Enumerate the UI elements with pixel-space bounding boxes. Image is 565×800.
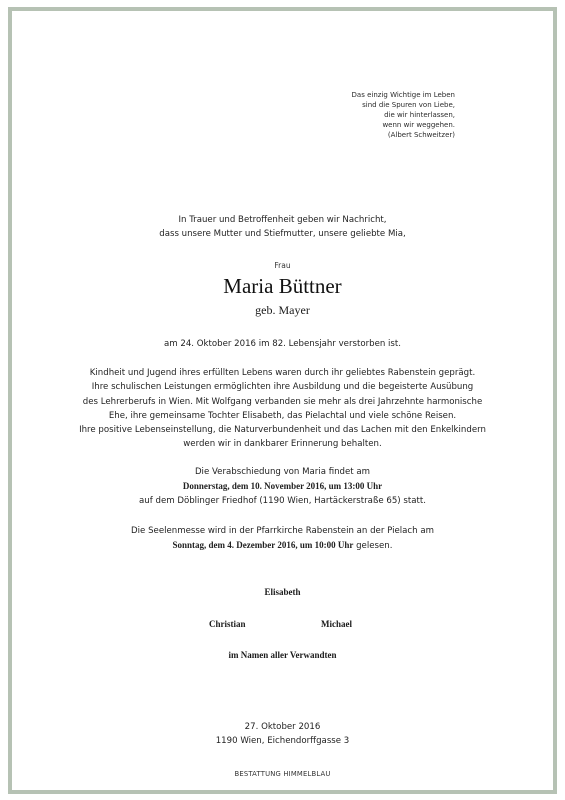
footer-date: 27. Oktober 2016 <box>244 722 321 732</box>
motto-quote <box>352 90 455 140</box>
motto-line: die wir hinterlassen, <box>384 111 455 119</box>
motto-line: wenn wir weggehen. <box>382 121 455 129</box>
farewell-location: auf dem Döblinger Friedhof (1190 Wien, Hartäckerstraße 65) statt. <box>139 495 426 506</box>
biography-line: Ehe, ihre gemeinsame Tochter Elisabeth, das Pielachtal und viele schöne Reisen. <box>108 410 457 421</box>
death-note-line: am 24. Oktober 2016 im 82. Lebensjahr verstorben ist. <box>163 339 402 349</box>
mass-date-line <box>0 538 565 553</box>
farewell-info <box>0 465 565 508</box>
footer-info <box>0 720 565 749</box>
intro-line: In Trauer und Betroffenheit geben wir Nachricht, <box>178 215 387 225</box>
farewell-date-time: Donnerstag, dem 10. November 2016, um 13:00 Uhr <box>182 481 383 492</box>
farewell-line: Die Verabschiedung von Maria findet am <box>194 467 371 477</box>
salutation: Frau <box>274 261 291 270</box>
biography-line: Ihre positive Lebenseinstellung, die Naturverbundenheit und das Lachen mit den Enkelkindern <box>79 425 486 436</box>
biography-text <box>0 366 565 452</box>
biography-line: Ihre schulischen Leistungen ermöglichten ihre Ausbildung und die begeisterte Ausübung <box>91 382 474 393</box>
deceased-name: Maria Büttner <box>223 274 342 298</box>
biography-line: werden wir in dankbarer Erinnerung behalten. <box>183 439 382 450</box>
footer-address: 1190 Wien, Eichendorffgasse 3 <box>215 736 350 747</box>
mourners-closing: im Namen aller Verwandten <box>228 650 337 660</box>
motto-author: (Albert Schweitzer) <box>387 131 455 139</box>
mass-date-suffix: gelesen. <box>353 541 393 552</box>
mass-line: Die Seelenmesse wird in der Pfarrkirche Rabenstein an der Pielach am <box>131 526 434 536</box>
mourner-christian: Christian <box>209 619 246 629</box>
biography-line: Kindheit und Jugend ihres erfüllten Lebens waren durch ihr geliebtes Rabenstein geprägt. <box>89 368 476 378</box>
mourner-elisabeth: Elisabeth <box>264 587 301 597</box>
mass-date-time: Sonntag, dem 4. Dezember 2016, um 10:00 Uhr <box>172 540 354 551</box>
motto-line: sind die Spuren von Liebe, <box>362 101 455 109</box>
motto-line: Das einzig Wichtige im Leben <box>351 91 455 99</box>
maiden-name: geb. Mayer <box>255 303 310 317</box>
undertaker-name: BESTATTUNG HIMMELBLAU <box>234 770 331 778</box>
intro-line: dass unsere Mutter und Stiefmutter, unsere geliebte Mia, <box>159 229 406 240</box>
biography-line: des Lehrerberufs in Wien. Mit Wolfgang verbanden sie mehr als drei Jahrzehnte harmonische <box>82 396 483 407</box>
mourner-michael: Michael <box>321 619 352 629</box>
intro-text <box>0 213 565 242</box>
mass-info <box>0 524 565 554</box>
death-note <box>0 337 565 351</box>
